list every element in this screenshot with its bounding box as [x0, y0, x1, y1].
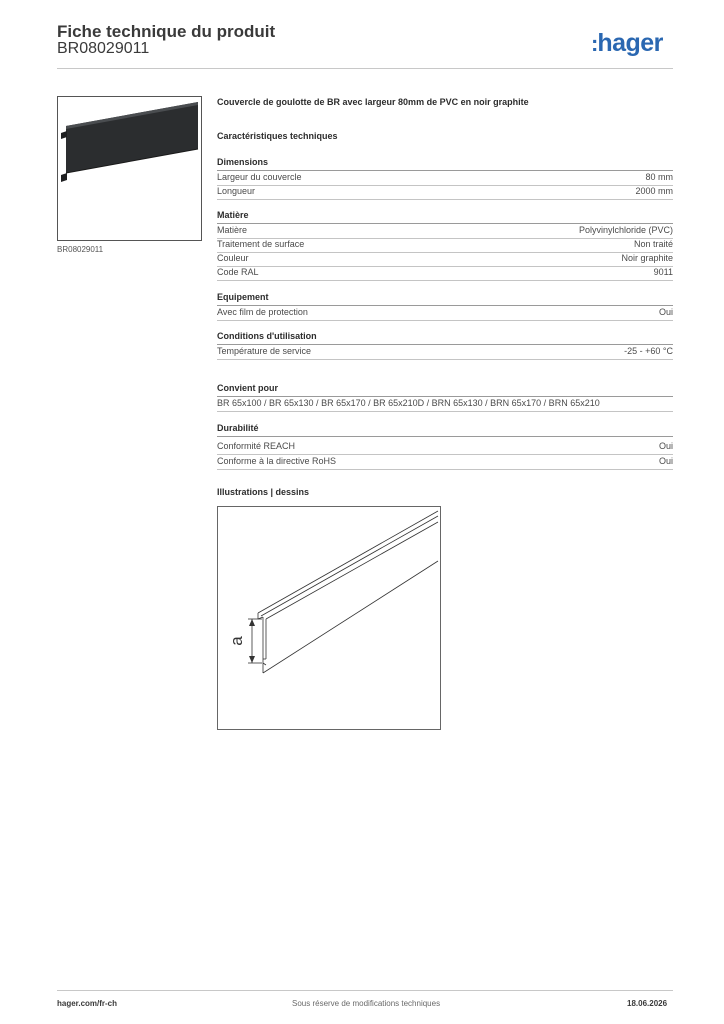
dimension-a-label: a — [227, 636, 246, 646]
footer-divider — [57, 990, 673, 991]
spec-label: Conforme à la directive RoHS — [217, 456, 337, 466]
spec-value: -25 - +60 °C — [624, 346, 673, 356]
product-image — [57, 96, 202, 241]
spec-row — [217, 171, 673, 186]
spec-value: Polyvinylchloride (PVC) — [578, 225, 673, 235]
section-dimensions: Dimensions — [217, 157, 673, 167]
spec-label: Avec film de protection — [217, 307, 308, 317]
suitable-for-text: BR 65x100 / BR 65x130 / BR 65x170 / BR 65x210D / BRN 65x130 / BRN 65x170 / BRN 65x210 — [217, 398, 600, 408]
spec-row — [217, 185, 673, 200]
cover-line-drawing — [218, 507, 440, 729]
spec-label: Conformité REACH — [217, 441, 296, 451]
hager-logo: :hager — [591, 29, 663, 57]
spec-value: Oui — [658, 307, 673, 317]
spec-label: Couleur — [217, 253, 249, 263]
spec-label: Code RAL — [217, 267, 259, 277]
spec-value: Oui — [658, 456, 673, 466]
technical-drawing — [217, 506, 441, 730]
spec-value: Non traité — [633, 239, 673, 249]
spec-label: Largeur du couvercle — [217, 172, 302, 182]
spec-label: Matière — [217, 225, 248, 235]
product-reference: BR08029011 — [57, 40, 150, 57]
specs-title: Caractéristiques techniques — [217, 131, 338, 141]
spec-row — [217, 266, 673, 281]
image-caption: BR08029011 — [57, 245, 104, 254]
product-cover-picture — [58, 97, 201, 240]
section-suitable-for: Convient pour — [217, 383, 673, 393]
spec-row — [217, 252, 673, 267]
footer-website-link[interactable]: hager.com/fr-ch — [57, 999, 118, 1008]
header-divider — [57, 68, 673, 69]
illustrations-title: Illustrations | dessins — [217, 487, 310, 497]
spec-value: 9011 — [653, 267, 673, 277]
suitable-for-list — [217, 397, 673, 412]
spec-row — [217, 345, 673, 360]
spec-value: Oui — [658, 441, 673, 451]
spec-value: 2000 mm — [635, 186, 673, 196]
footer-date: 18.06.2026 — [627, 999, 668, 1008]
footer-notice: Sous réserve de modifications techniques — [292, 999, 441, 1008]
spec-row — [217, 238, 673, 253]
product-description: Couvercle de goulotte de BR avec largeur 80mm de PVC en noir graphite — [217, 97, 529, 107]
spec-row — [217, 224, 673, 239]
section-material: Matière — [217, 210, 673, 220]
spec-row — [217, 306, 673, 321]
spec-label: Longueur — [217, 186, 256, 196]
spec-row — [217, 455, 673, 470]
spec-value: 80 mm — [645, 172, 673, 182]
section-durability: Durabilité — [217, 423, 673, 433]
spec-row — [217, 440, 673, 455]
spec-label: Température de service — [217, 346, 312, 356]
spec-value: Noir graphite — [621, 253, 673, 263]
spec-label: Traitement de surface — [217, 239, 305, 249]
page-title: Fiche technique du produit — [57, 22, 276, 41]
section-equipment: Equipement — [217, 292, 673, 302]
section-conditions: Conditions d'utilisation — [217, 331, 673, 341]
